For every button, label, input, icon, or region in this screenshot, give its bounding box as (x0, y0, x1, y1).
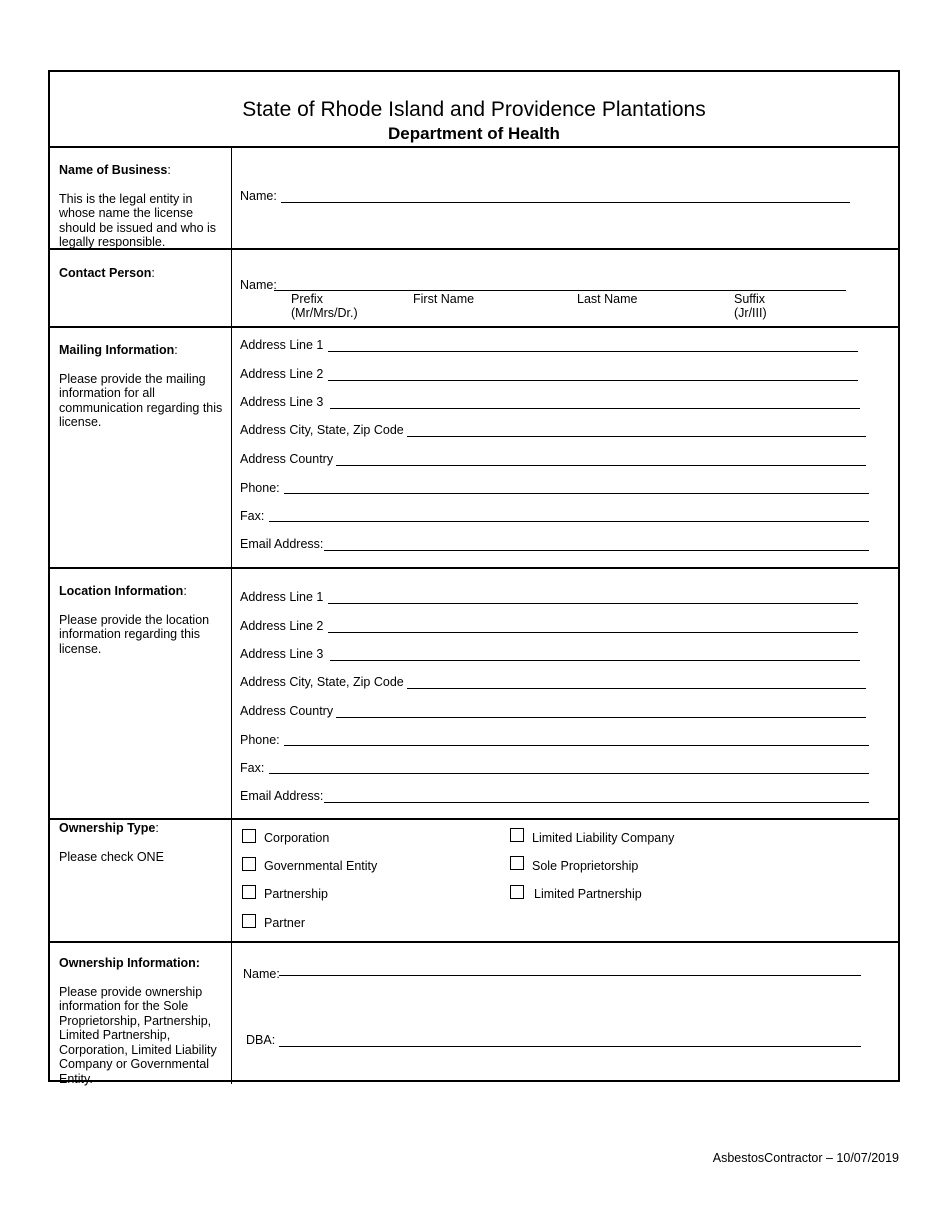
option-label: Governmental Entity (264, 859, 378, 873)
mailing-country-field[interactable] (336, 465, 866, 466)
mailing-label: Mailing Information (59, 343, 175, 357)
checkbox-corporation[interactable] (242, 829, 256, 843)
checkbox-partner[interactable] (242, 914, 256, 928)
location-description: Please provide the location information regarding this license. (59, 612, 210, 656)
option-label: Limited Liability Company (532, 831, 675, 845)
column-divider (231, 146, 232, 1084)
business-description: This is the legal entity in whose name the license should be issued and who is legally responsible. (59, 191, 217, 249)
mailing-address-line1-field[interactable] (328, 351, 858, 352)
option-label: Partnership (264, 887, 328, 901)
footer-form-id: AsbestosContractor – 10/07/2019 (712, 1151, 899, 1165)
mailing-field-label: Fax: (240, 509, 265, 523)
mailing-city-state-zip-field[interactable] (407, 436, 866, 437)
mailing-field-label: Address City, State, Zip Code (240, 423, 404, 437)
business-section-label (59, 163, 224, 250)
divider (50, 818, 898, 820)
colon: : (167, 163, 171, 177)
form-header (50, 72, 898, 146)
prefix-caption (291, 292, 358, 320)
first-name-caption: First Name (413, 292, 475, 306)
ownership-name-field[interactable] (279, 975, 861, 976)
location-fax-field[interactable] (269, 773, 869, 774)
checkbox-sole-proprietorship[interactable] (510, 856, 524, 870)
mailing-field-label: Address Line 3 (240, 395, 324, 409)
contact-label: Contact Person (59, 266, 152, 280)
mailing-field-label: Address Country (240, 452, 334, 466)
prefix-hint: (Mr/Mrs/Dr.) (291, 306, 358, 320)
ownership-dba-label: DBA: (246, 1033, 276, 1047)
contact-name-field[interactable] (274, 290, 846, 291)
location-field-label: Fax: (240, 761, 265, 775)
divider (50, 941, 898, 943)
checkbox-partnership[interactable] (242, 885, 256, 899)
divider (50, 146, 898, 148)
location-address-line1-field[interactable] (328, 603, 858, 604)
location-phone-field[interactable] (284, 745, 869, 746)
business-label: Name of Business (59, 163, 168, 177)
location-field-label: Email Address: (240, 789, 324, 803)
location-field-label: Address Line 2 (240, 619, 324, 633)
mailing-fax-field[interactable] (269, 521, 869, 522)
mailing-field-label: Phone: (240, 481, 280, 495)
ownership-info-section-label (59, 956, 224, 1086)
location-country-field[interactable] (336, 717, 866, 718)
mailing-description: Please provide the mailing information for all communication regarding this license. (59, 371, 223, 429)
mailing-field-label: Email Address: (240, 537, 324, 551)
checkbox-governmental-entity[interactable] (242, 857, 256, 871)
ownership-type-description: Please check ONE (59, 849, 164, 864)
checkbox-limited-partnership[interactable] (510, 885, 524, 899)
ownership-type-section-label (59, 821, 224, 864)
location-field-label: Address Country (240, 704, 334, 718)
suffix-hint: (Jr/III) (734, 306, 767, 320)
mailing-field-label: Address Line 1 (240, 338, 324, 352)
mailing-phone-field[interactable] (284, 493, 869, 494)
mailing-email-field[interactable] (324, 550, 869, 551)
option-label: Corporation (264, 831, 330, 845)
location-city-state-zip-field[interactable] (407, 688, 866, 689)
ownership-dba-field[interactable] (279, 1046, 861, 1047)
suffix-caption (734, 292, 767, 320)
last-name-caption: Last Name (577, 292, 638, 306)
ownership-name-label: Name: (243, 967, 280, 981)
location-field-label: Address Line 3 (240, 647, 324, 661)
form-title: State of Rhode Island and Providence Plantations (242, 98, 706, 121)
contact-section-label (59, 266, 224, 281)
mailing-address-line2-field[interactable] (328, 380, 858, 381)
location-field-label: Address City, State, Zip Code (240, 675, 404, 689)
location-field-label: Phone: (240, 733, 280, 747)
business-name-label: Name: (240, 189, 277, 203)
form-subtitle: Department of Health (388, 124, 560, 143)
divider (50, 326, 898, 328)
option-label: Partner (264, 916, 305, 930)
ownership-info-description: Please provide ownership information for the Sole Proprietorship, Partnership, Limited Partnership, Corporation, Limited Liability Company or Governmental Entity. (59, 984, 217, 1086)
ownership-info-label: Ownership Information: (59, 956, 200, 970)
suffix-label: Suffix (734, 292, 766, 306)
mailing-field-label: Address Line 2 (240, 367, 324, 381)
business-name-field[interactable] (281, 202, 850, 203)
option-label: Sole Proprietorship (532, 859, 639, 873)
contact-name-label: Name: (240, 278, 277, 292)
checkbox-limited-liability-company[interactable] (510, 828, 524, 842)
location-address-line3-field[interactable] (330, 660, 860, 661)
location-address-line2-field[interactable] (328, 632, 858, 633)
location-section-label (59, 584, 224, 656)
prefix-label: Prefix (291, 292, 323, 306)
ownership-type-label: Ownership Type (59, 821, 156, 835)
mailing-address-line3-field[interactable] (330, 408, 860, 409)
location-email-field[interactable] (324, 802, 869, 803)
mailing-section-label (59, 343, 224, 430)
colon: : (183, 584, 187, 598)
colon: : (155, 821, 159, 835)
license-form (48, 70, 900, 1086)
option-label: Limited Partnership (534, 887, 642, 901)
colon: : (174, 343, 178, 357)
colon: : (151, 266, 155, 280)
divider (50, 567, 898, 569)
location-field-label: Address Line 1 (240, 590, 324, 604)
location-label: Location Information (59, 584, 184, 598)
